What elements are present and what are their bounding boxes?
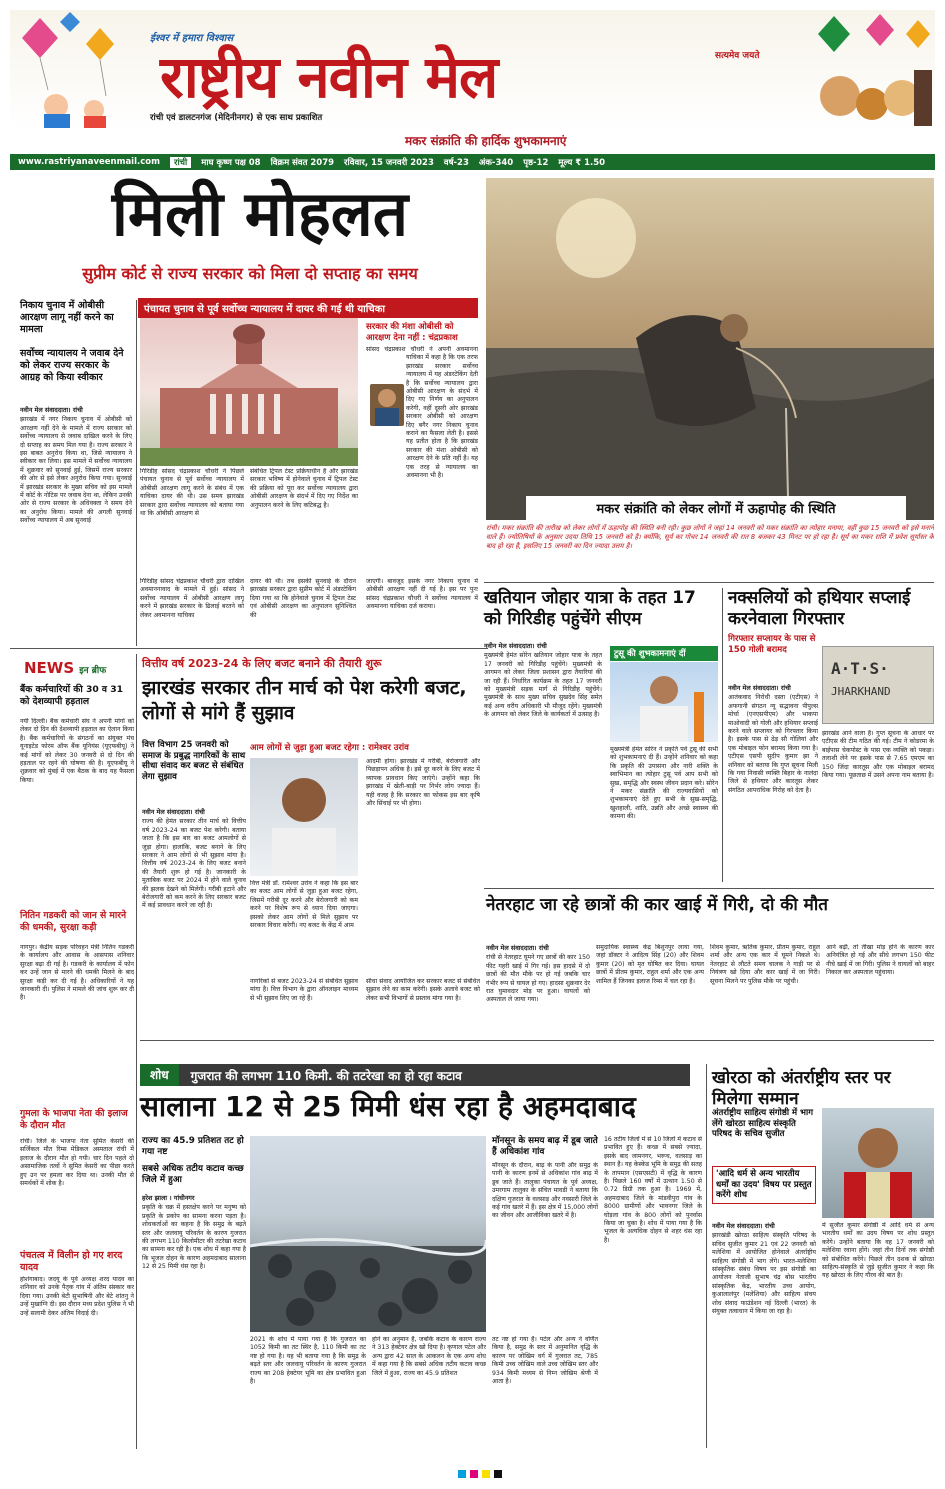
netarhat-byline: नवीन मेल संवाददाता। रांची — [486, 944, 549, 952]
info-item: मूल्य ₹ 1.50 — [558, 157, 606, 168]
finance-minister-photo — [250, 758, 358, 876]
cm-tag: टुसू की शुभकामनाएं दीं — [610, 646, 718, 661]
brief-body-1 — [20, 718, 134, 904]
khortha-byline: नवीन मेल संवाददाता। रांची — [712, 1222, 775, 1230]
lead-photo-caption — [140, 468, 244, 578]
research-body1-text: प्रकृति के चक्र में हस्तक्षेप करने पर मनुष्य को प्रकृति के प्रकोप का सामना करना पड़ता है। शोधकर्ताओं का कहना है कि समुद्र के बढ़ते स्तर और जलवायु परिवर्तन के कारण गुजरात की लगभग 110 किलोमीटर की तटरेखा कटाव का सामना कर रही है। एक शोध में कहा गया है कि भूजल दोहन के कारण अहमदाबाद सालाना 12 से 25 मिमी धंस रहा है। — [142, 1204, 246, 1271]
khortha-side-head: अंतर्राष्ट्रीय साहित्य संगोष्ठी में भाग लेंगे खोरठा साहित्य संस्कृति परिषद के सचिव सुजीत — [712, 1108, 813, 1139]
budget-quote-label: आम लोगों से जुड़ा हुआ बजट रहेगा : रामेश्वर उरांव — [250, 743, 409, 753]
info-item: माघ कृष्ण पक्ष 08 — [201, 157, 261, 168]
brief-body-4-text: होशंगाबाद। जदयू के पूर्व अध्यक्ष शरद यादव का शनिवार को उनके पैतृक गांव में अंतिम संस्कार कर दिया गया। उनकी बेटी सुभाषिनी और बेटे शांतनु ने उन्हें मुखाग्नि दी। इस दौरान मध्य प्रदेश पुलिस ने भी उन्हें सलामी देकर अंतिम विदाई दी। — [20, 1276, 134, 1317]
netarhat-body2 — [596, 944, 704, 1038]
lead-body2-text: संबंधित ट्रिपल टेस्ट प्रक्रियाधीन है और झारखंड सरकार भविष्य में होनेवाले चुनाव में ट्रिपल टेस्ट की प्रक्रिया को पूरा कर सर्वोच्च न्यायालय द्वारा ओबीसी आरक्षण के संदर्भ में दिए गए निर्देश का अनुपालन करने के लिए कटिबद्ध है। — [250, 468, 358, 509]
lead-body5 — [366, 578, 478, 646]
info-item: वर्ष-23 — [443, 157, 469, 168]
khortha-body1-text: झारखंडी खोरठा साहित्य संस्कृति परिषद के सचिव सुजीत कुमार 21 एवं 22 जनवरी को मलेशिया में आयोजित होनेवाले अंतर्राष्ट्रीय साहित्य संगोष्ठी में भाग लेंगे। भारत-मलेशिया सांस्कृतिक संबंध विषय पर इस संगोष्ठी का आयोजन नेताजी सुभाष चंद्र बोस भारतीय सांस्कृतिक केंद्र, भारतीय उच्च आयोग, कुआलालंपुर (मलेशिया) और साहित्य संचय शोध संवाद फाउंडेशन नई दिल्ली (भारत) के संयुक्त तत्वाधान में किया जा रहा है। — [712, 1232, 816, 1316]
news-brief-label — [24, 658, 134, 677]
print-registration-marks — [180, 1470, 780, 1480]
sujit-kumar-photo — [822, 1108, 934, 1218]
research-body3 — [372, 1336, 486, 1446]
divider — [10, 648, 488, 649]
netarhat-headline: नेतरहाट जा रहे छात्रों की कार खाई में गिरी, दो की मौत — [486, 895, 828, 915]
naxal-body1 — [728, 684, 818, 880]
hero-caption-body — [486, 524, 934, 570]
budget-body3 — [366, 758, 480, 972]
masthead-motto: सत्यमेव जयते — [715, 51, 760, 61]
naxal-subhead: गिरफ्तार सप्लायर के पास से 150 गोली बरामद — [728, 634, 816, 655]
research-body2-text: 2021 के शोध में पाया गया है कि गुजरात का 1052 किमी का तट स्थिर है, 110 किमी का तट नष्ट हो गया है। यह भी बताया गया है कि समुद्र के बढ़ते स्तर और जलवायु परिवर्तन के कारण गुजरात राज्य का 208 हेक्टेयर भूमि का क्षेत्र प्रभावित हुआ है। — [250, 1336, 366, 1386]
khortha-body1 — [712, 1222, 816, 1446]
budget-body4 — [250, 978, 358, 1034]
news-brief-label-text: NEWS — [24, 659, 75, 677]
ats-sign-text: A·T·S· — [831, 659, 889, 678]
lead-body1-text: झारखंड में नगर निकाय चुनाव में ओबीसी को आरक्षण नहीं देने के मामले में राज्य सरकार को सर्वोच्च न्यायालय से जवाब दाखिल करने के लिए दो सप्ताह का समय मिल गया है। राज्य सरकार ने इस बाबत अनुरोध किया था, जिसे न्यायालय ने स्वीकार कर लिया। इस मामले में सर्वोच्च न्यायालय में शुक्रवार को सुनवाई हुई, जिसमें राज्य सरकार की ओर से इसे लेकर अनुरोध किया गया। सुनवाई में झारखंड सरकार के मुख्य सचिव को इस मामले में कोर्ट के नोटिस पर जवाब देना था, लेकिन उनकी ओर से राज्य सरकार के अधिवक्ता ने समय देने का अनुरोध किया। मामले की अगली सुनवाई सर्वोच्च न्यायालय में अब सुनवाई — [20, 416, 132, 525]
hero-caption-body-text: रांची। मकर संक्रांति की तारीख को लेकर लोगों में ऊहापोह की स्थिति बनी रही। कुछ लोगों ने जहां 14 जनवरी को मकर संक्रांति का त्योहार मनाया, वहीं कुछ 15 जनवरी को इसे मनाने वाले हैं। ज्योतिषियों के अनुसार उदया तिथि 15 जनवरी को है। क्योंकि, सूर्य का गोचर 14 जनवरी की रात 8 बजकर 43 मिनट पर हो रहा है। सूर्य का मकर राशि में प्रवेश सूर्यास्त के बाद हो रहा है, इसलिए 15 जनवरी का दिन ज्यादा उत्तम है। — [486, 524, 934, 550]
info-item: विक्रम संवत 2079 — [270, 157, 335, 168]
research-body4 — [492, 1162, 598, 1332]
khortha-body2 — [822, 1222, 934, 1446]
netarhat-body4-text: आने बढ़ी, तो तीखा मोड़ होने के कारण कार अनियंत्रित हो गई और सीधे लगभग 150 फीट नीचे खाई में जा गिरी। पुलिस ने घायलों को बाहर निकाल कर अस्पताल पहुंचाया। — [826, 944, 934, 977]
kite-decoration-left — [10, 10, 130, 128]
budget-byline: नवीन मेल संवाददाता। रांची — [142, 808, 205, 816]
divider — [706, 1064, 707, 1448]
lead-photo-caption-text: गिरिडीह सांसद चंद्रप्रकाश चौधरी ने पिछले पंचायत चुनाव से पूर्व सर्वोच्च न्यायालय में ओबीसी आरक्षण लागू करने के संबंध में एक याचिका दायर की थी। उस समय झारखंड सरकार द्वारा सर्वोच्च न्यायालय को बताया गया था कि ओबीसी आरक्षण से — [140, 468, 244, 518]
khortha-headline: खोरठा को अंतर्राष्ट्रीय स्तर पर मिलेगा सम्मान — [712, 1068, 891, 1109]
naxal-body1-text: आतंकवाद निरोधी दस्ता (एटीएस) ने अफगानी संगठन न्यू सद्भावना पीपुल्स मोर्चा (एनएसपीएम) और भाकपा माओवादी को गोली और हथियार सप्लाई करने वाले सप्लायर को गिरफ्तार किया है। इसके पास से ढेड़ सौ गोलियां और एक मोबाइल फोन बरामद किया गया है। एटीएस एसपी सुदीप कुमार झा ने शनिवार को बताया कि गुप्त सूचना मिली कि गया निवासी व्यक्ति बिहार के नालंदा जिले से हथियार और कारतूस लेकर संगठित आपराधिक गिरोह को देता है। — [728, 694, 818, 794]
naxal-headline: नक्सलियों को हथियार सप्लाई करनेवाला गिरफ्तार — [728, 588, 911, 629]
ats-sign-sub: JHARKHAND — [831, 685, 891, 698]
budget-body2 — [250, 880, 358, 972]
lead-body4-text: दायर की थी। तब इसकी सुनवाई के दौरान झारखंड सरकार द्वारा सुप्रीम कोर्ट में अंडरटेकिंग दिया गया था कि होनेवाले चुनाव में ट्रिपल टेस्ट एवं ओबीसी आरक्षण का अनुपालन सुनिश्चित की — [250, 578, 356, 619]
budget-body4-text: नागरिकों से बजट 2023-24 से संबंधित सुझाव मांगा है। वित्त विभाग के द्वारा ऑनलाइन माध्यम से भी सुझाव लिए जा रहे हैं। — [250, 978, 358, 1002]
research-kicker-bar — [140, 1064, 690, 1086]
research-tag: शोध — [140, 1064, 179, 1086]
lead-body2 — [250, 468, 358, 578]
cm-headline: खतियान जोहार यात्रा के तहत 17 को गिरिडीह पहुंचेंगे सीएम — [484, 588, 696, 629]
cm-photo — [610, 662, 718, 742]
research-body4-text: मॉनसून के दौरान, बाढ़ के पानी और समुद्र के पानी के कारण इनमें से अधिकांश गांव बाढ़ में डूब जाते हैं। तालुका पंचायत के पूर्व अध्यक्ष, उमरगाम तालुका के संचित मावडी ने बताया कि दक्षिण गुजरात के वलसाड़ और नवसारी जिले के कई गांव खतरे में हैं। इस क्षेत्र में 15,000 लोगों का जीवन और आजीविका खतरे में है। — [492, 1162, 598, 1220]
info-item: रविवार, 15 जनवरी 2023 — [344, 157, 434, 168]
lead-byline: नवीन मेल संवाददाता। रांची — [20, 406, 83, 414]
cm-body2-text: मुख्यमंत्री हेमंत सोरेन ने प्रकृति पर्व टुसू की सभी को शुभकामनाएं दी हैं। उन्होंने शनिवार को कहा कि प्रकृति की उपासना और नारी शक्ति के स्वाभिमान का त्योहार टुसू पर्व आप सभी को सुख, समृद्धि और स्वस्थ जीवन प्रदान करे। सोरेन ने मकर संक्रांति की राज्यवासियों को शुभकामनाएं देते हुए सभी के सुख-समृद्धि, खुशहाली, शांति, उन्नति और अच्छे स्वास्थ्य की कामना की। — [610, 746, 718, 821]
research-side-head1: राज्य का 45.9 प्रतिशत तट हो गया नष्ट — [142, 1136, 244, 1157]
lead-quote-body — [366, 346, 478, 576]
lead-body3-text: गिरिडीह सांसद चंद्रप्रकाश चौधरी द्वारा दाखिल अवमाननावाद के मामले में हुई। सांसद ने सर्वोच्च न्यायालय में ओबीसी आरक्षण लागू करने में झारखंड सरकार के ढिलाई बरतने को लेकर अवमानना याचिका — [140, 578, 244, 619]
research-body5 — [492, 1336, 598, 1446]
lead-side-head2: सर्वोच्च न्यायालय ने जवाब देने को लेकर राज्य सरकार के आग्रह को किया स्वीकार — [20, 348, 124, 383]
research-kicker: गुजरात की लगभग 110 किमी. की तटरेखा का हो रहा कटाव — [190, 1068, 462, 1083]
brief-head-4: पंचतत्व में विलीन हो गए शरद यादव — [20, 1250, 123, 1273]
makar-sankranti-photo — [486, 178, 934, 520]
budget-side-head: वित्त विभाग 25 जनवरी को समाज के प्रबुद्ध नागरिकों के साथ सीधा संवाद कर बजट से संबंधित लेगा सुझाव — [142, 740, 246, 782]
divider — [136, 300, 137, 646]
info-item: अंक-340 — [478, 157, 514, 168]
budget-headline: झारखंड सरकार तीन मार्च को पेश करेगी बजट, लोगों से मांगे हैं सुझाव — [142, 677, 467, 724]
lead-quote-head: सरकार की मंशा ओबीसी को आरक्षण देना नहीं : चंद्रप्रकाश — [366, 322, 458, 343]
divider — [484, 582, 934, 583]
divider — [136, 654, 137, 1449]
masthead-greeting: मकर संक्रांति की हार्दिक शुभकामनाएं — [405, 134, 567, 148]
brief-head-3: गुमला के भाजपा नेता की इलाज के दौरान मौत — [20, 1108, 128, 1131]
netarhat-body3 — [710, 944, 820, 1038]
brief-body-2-text: नागपुर। केंद्रीय सड़क परिवहन मंत्री नितिन गडकरी के कार्यालय और आवास के आसपास शनिवार सुरक्षा बढ़ा दी गई है। गडकरी के कार्यालय में फोन कर उन्हें जान से मारने की धमकी मिलने के बाद सुरक्षा कड़ी कर दी गई है। अधिकारियों ने यह जानकारी दी। पुलिस ने मामले की जांच शुरू कर दी है। — [20, 944, 134, 1002]
lead-body1 — [20, 406, 132, 644]
hero-caption-head: मकर संक्रांति को लेकर लोगों में ऊहापोह की स्थिति — [526, 496, 906, 520]
lead-quote-body-text: सांसद चंद्रप्रकाश चौधरी ने अपनी अवमानना याचिका में कहा है कि एक तरफ झारखंड सरकार सर्वोच्च न्यायालय में यह अंडरटेकिंग देती है कि सर्वोच्च न्यायालय द्वारा ओबीसी आरक्षण के संदर्भ में दिए गए निर्णय का अनुपालन करेगी, वहीं दूसरी ओर झारखंड सरकार ओबीसी को आरक्षण दिए बगैर नगर निकाय चुनाव कराने का फैसला लेती है। इससे यह प्रतीत होता है कि झारखंड सरकार की मंशा ओबीसी को आरक्षण देने के प्रति नहीं है। यह एक तरह से न्यायालय का अवमानना भी है। — [366, 346, 478, 480]
lead-body3 — [140, 578, 244, 646]
masthead-tagline: ईश्वर में हमारा विश्वास — [150, 33, 234, 44]
court-building-illustration — [140, 318, 358, 466]
brief-body-1-text: नयी दिल्ली। बैंक कर्मचारी संघ ने अपनी मांगों को लेकर दो दिन की देशव्यापी हड़ताल का ऐलान किया है। बैंक कर्मचारियों के संगठनों का संयुक्त मंच यूनाइटेड फोरम ऑफ बैंक यूनियंस (यूएफबीयू) ने कई मांगों को लेकर 30 जनवरी से दो दिन की हड़ताल पर रहने की घोषणा की है। यूएफबीयू ने शुक्रवार को मुंबई में एक बैठक के बाद यह फैसला किया। — [20, 718, 134, 784]
netarhat-body1 — [486, 944, 590, 1038]
netarhat-body2-text: समुदायिक स्वास्थ्य केंद्र बिशुनपुर लाया गया, जहां डॉक्टर ने आदित्य सिंह (20) और शिवम कुमार (20) को मृत घोषित कर दिया। घायल छात्रों में प्रीतम कुमार, राहुल शर्मा और एक अन्य शामिल हैं जिनका इलाज रिम्स में चल रहा है। — [596, 944, 704, 985]
kite-decoration-right — [810, 10, 935, 128]
budget-body1 — [142, 808, 246, 1032]
naxal-body2 — [822, 730, 934, 880]
masthead — [10, 10, 935, 148]
eroded-shore-illustration — [250, 1136, 486, 1332]
divider — [140, 1040, 934, 1041]
research-body6 — [604, 1136, 702, 1446]
masthead-subline: रांची एवं डालटनगंज (मेदिनीनगर) से एक साथ प्रकाशित — [150, 113, 323, 123]
budget-body1-text: राज्य की हेमंत सरकार तीन मार्च को वित्तीय वर्ष 2023-24 का बजट पेश करेगी। बताया जाता है कि इस बार का बजट आमलोगों से जुड़ा होगा। हालांकि, बजट बनाने के लिए सरकार ने आम लोगों से भी सुझाव मांगा है। वित्तीय वर्ष 2023-24 के लिए बजट बनाने की तैयारी शुरू हो गई है। जानकारी के मुताबिक बजट पर 2024 में होने वाले चुनाव की झलक देखने को मिलेगी। गरीबी हटाने और बेरोजगारी को कम करने के लिए सरकार बजट में कई प्रावधान करने जा रही है। — [142, 818, 246, 910]
research-mid-head: मॉनसून के समय बाढ़ में डूब जाते हैं अधिकांश गांव — [492, 1136, 598, 1157]
lead-subhead: सुप्रीम कोर्ट से राज्य सरकार को मिला दो सप्ताह का समय — [82, 264, 418, 283]
divider — [722, 588, 723, 882]
cm-byline: नवीन मेल संवाददाता। रांची — [484, 642, 547, 650]
research-body2 — [250, 1336, 366, 1446]
ritual-bather-illustration — [486, 178, 934, 520]
info-item: पृष्ठ-12 — [523, 157, 549, 168]
edition-city: रांची — [170, 157, 191, 168]
brief-body-3 — [20, 1138, 134, 1248]
netarhat-body3-text: शिवम कुमार, ऋतिक कुमार, प्रीतम कुमार, राहुल शर्मा और अन्य एक कार में घूमने निकले थे। नेतरहाट से लौटते समय चालक ने गाड़ी पर से नियंत्रण खो दिया और कार खाई में जा गिरी। सूचना मिलने पर पुलिस मौके पर पहुंची। — [710, 944, 820, 985]
info-bar — [10, 154, 935, 170]
naxal-byline: नवीन मेल संवाददाता। रांची — [728, 684, 791, 692]
supreme-court-photo — [140, 318, 358, 466]
budget-body2-text: वित्त मंत्री डॉ. रामेश्वर उरांव ने कहा कि इस बार का बजट आम लोगों से जुड़ा हुआ बजट रहेगा, जिसमें गरीबी दूर करने और बेरोजगारी को कम करने पर विशेष रूप से ध्यान दिया जाएगा। इसको लेकर आम लोगों से मिले सुझाव पर सरकार विचार करेगी। नए बजट के केंद्र में आम — [250, 880, 358, 930]
lead-redbar: पंचायत चुनाव से पूर्व सर्वोच्च न्यायालय में दायर की गई थी याचिका — [138, 298, 478, 318]
cm-body1-text: मुख्यमंत्री हेमंत सोरेन खतियान जोहार यात्रा के तहत 17 जनवरी को गिरिडीह पहुंचेंगे। मुख्यमंत्री के आगमन को लेकर जिला प्रशासन द्वारा तैयारियां की जा रही हैं। निर्धारित कार्यक्रम के तहत 17 जनवरी को मुख्यमंत्री सड़क मार्ग से गिरिडीह पहुंचेंगे। मुख्यमंत्री के साथ मुख्य सचिव सुखदेव सिंह समेत कई अन्य वरीय अधिकारी भी मौजूद रहेंगे। मुख्यमंत्री के आगमन को लेकर जिले के कार्यकर्ता में उत्साह है। — [484, 652, 602, 719]
naxal-body2-text: झारखंड आने वाला है। गुप्त सूचना के आधार पर एटीएस की टीम गठित की गई। टीम ने कोडरमा के बाईपास चेकपोस्ट के पास एक व्यक्ति को पकड़ा। तलाशी लेने पर इसके पास से 7.65 एमएम का 150 जिंदा कारतूस और एक मोबाइल बरामद किया गया। पूछताछ में उसने अपना नाम बताया है। — [822, 730, 934, 780]
netarhat-body4 — [826, 944, 934, 1038]
cm-body2 — [610, 746, 718, 882]
netarhat-body1-text: रांची से नेतरहाट घूमने गए छात्रों की कार 150 फीट गहरी खाई में गिर गई। इस हादसे में दो छात्रों की मौत मौके पर हो गई जबकि चार गंभीर रूप से घायल हो गए। हादसा शुक्रवार देर रात घुमावदार मोड़ पर हुआ। घायलों को अस्पताल ले जाया गया। — [486, 954, 590, 1004]
divider — [484, 888, 934, 889]
lead-body5-text: जाएगी। बावजूद इसके नगर निकाय चुनाव में ओबीसी आरक्षण नहीं दी गई है। इस पर पुनः सांसद चंद्रप्रकाश चौधरी ने सर्वोच्च न्यायालय में अवमानना याचिका दर्ज कराया। — [366, 578, 478, 611]
news-brief-label-sub: इन ब्रीफ — [79, 666, 107, 676]
research-headline: सालाना 12 से 25 मिमी धंस रहा है अहमदाबाद — [140, 1090, 636, 1123]
cm-body1 — [484, 642, 602, 880]
lead-side-head1: निकाय चुनाव में ओबीसी आरक्षण लागू नहीं करने का मामला — [20, 300, 114, 335]
coastline-photo — [250, 1136, 486, 1332]
lead-body4 — [250, 578, 356, 646]
research-byline: हरेश झाला । गांधीनगर — [142, 1194, 195, 1202]
brief-body-4 — [20, 1276, 134, 1448]
research-body6-text: 16 तटीय जिलों में से 10 जिलों में कटाव से प्रभावित हुए हैं। कच्छ में सबसे ज्यादा, इसके बाद जामनगर, भरूच, वलसाड़ का स्थान है। यह केस्केड भूमि के समुद्र की सतह के तापमान (एसएसटी) में वृद्धि के कारण है। पिछले 160 वर्षों में उत्थान 1.50 से 0.72 डिग्री तक हुआ है। 1969 में, अहमदाबाद जिले के मांडवीपुरा गांव के 8000 ग्रामीणों और भावनगर जिले के घोड़ला गांव के 800 लोगों को पुनर्वास किया जा चुका है। शोध में पाया गया है कि भूजल के अत्यधिक दोहन से शहर धंस रहा है। — [604, 1136, 702, 1244]
ats-sign-photo — [822, 646, 934, 724]
brief-head-2: नितिन गडकरी को जान से मारने की धमकी, सुरक्षा कड़ी — [20, 910, 127, 933]
brief-body-2 — [20, 944, 134, 1104]
budget-body3-text: आदमी होगा। झारखंड में गरीबी, बेरोजगारी और पिछड़ापन अधिक है। इसे दूर करने के लिए बजट में व्यापक प्रावधान किए जाएंगे। उन्होंने कहा कि झारखंड में खेती-बाड़ी पर निर्भर लोग ज्यादा हैं। यही वजह है कि सरकार का फोकस इस बार कृषि और सिंचाई पर भी होगा। — [366, 758, 480, 808]
research-side-head2: सबसे अधिक तटीय कटाव कच्छ जिले में हुआ — [142, 1164, 244, 1185]
budget-body5-text: सीधा संवाद आयोजित कर सरकार बजट से संबंधित सुझाव लेने का काम करेगी। इसके अलावे बजट को लेकर सभी विभागों से प्रस्ताव मांगा गया है। — [366, 978, 480, 1002]
masthead-title: राष्ट्रीय नवीन मेल — [160, 43, 498, 111]
budget-body5 — [366, 978, 480, 1034]
brief-body-3-text: रांची। जिले के भाजपा नेता सुमित केसरी की सर्जिकल मौत रिम्स मेडिकल अस्पताल रांची में इलाज के दौरान मौत हो गयी। चार दिन पहले दो असामाजिक तत्वों ने सुमित केसरी का पीछा करते हुए उन पर हमला कर दिया था। उनकी मौत से समर्थकों में शोक है। — [20, 1138, 134, 1188]
khortha-quote-box: 'आदि धर्म से अन्य भारतीय धर्मों का उदय' विषय पर प्रस्तुत करेंगे शोध — [712, 1166, 816, 1204]
khortha-body2-text: में सुजीत कुमार संगोष्ठी में आदि धर्म से अन्य भारतीय धर्मों का उदय विषय पर शोध प्रस्तुत करेंगे। उन्होंने बताया कि वह 17 जनवरी को मलेशिया रवाना होंगे। जहां तीन दिनों तक संगोष्ठी को संबोधित करेंगे। पिछले तीन दशक से खोरठा साहित्य-संस्कृति से जुड़े सुजीत कुमार ने कहा कि यह खोरठा के लिए गौरव की बात है। — [822, 1222, 934, 1280]
budget-kicker: वित्तीय वर्ष 2023-24 के लिए बजट बनाने की तैयारी शुरू — [142, 657, 382, 670]
research-body3-text: होने का अनुमान है, जबकि कटाव के कारण राज्य ने 313 हेक्टेयर क्षेत्र खो दिया है। कृणाल पटेल और अन्य द्वारा 42 साल के आकलन के एक अन्य शोध में कहा गया है कि सबसे अधिक तटीय कटाव कच्छ जिले में हुआ, राज्य का 45.9 प्रतिशत — [372, 1336, 486, 1377]
lead-headline: मिली मोहलत — [111, 177, 409, 250]
research-body1 — [142, 1194, 246, 1446]
website-link[interactable]: www.rastriyanaveenmail.com — [18, 157, 160, 167]
brief-head-1: बैंक कर्मचारियों की 30 व 31 को देशव्यापी हड़ताल — [20, 684, 124, 707]
research-body5-text: तट नष्ट हो गया है। पटेल और अन्य ने वर्णित किया है, समुद्र के स्तर में अनुमानित वृद्धि के कारण पर जोखिम वर्ग में गुजरात तट, 785 किमी उच्च जोखिम वाले उच्च जोखिम स्तर और 934 किमी मध्यम से निम्न जोखिम श्रेणी में आता है। — [492, 1336, 598, 1386]
